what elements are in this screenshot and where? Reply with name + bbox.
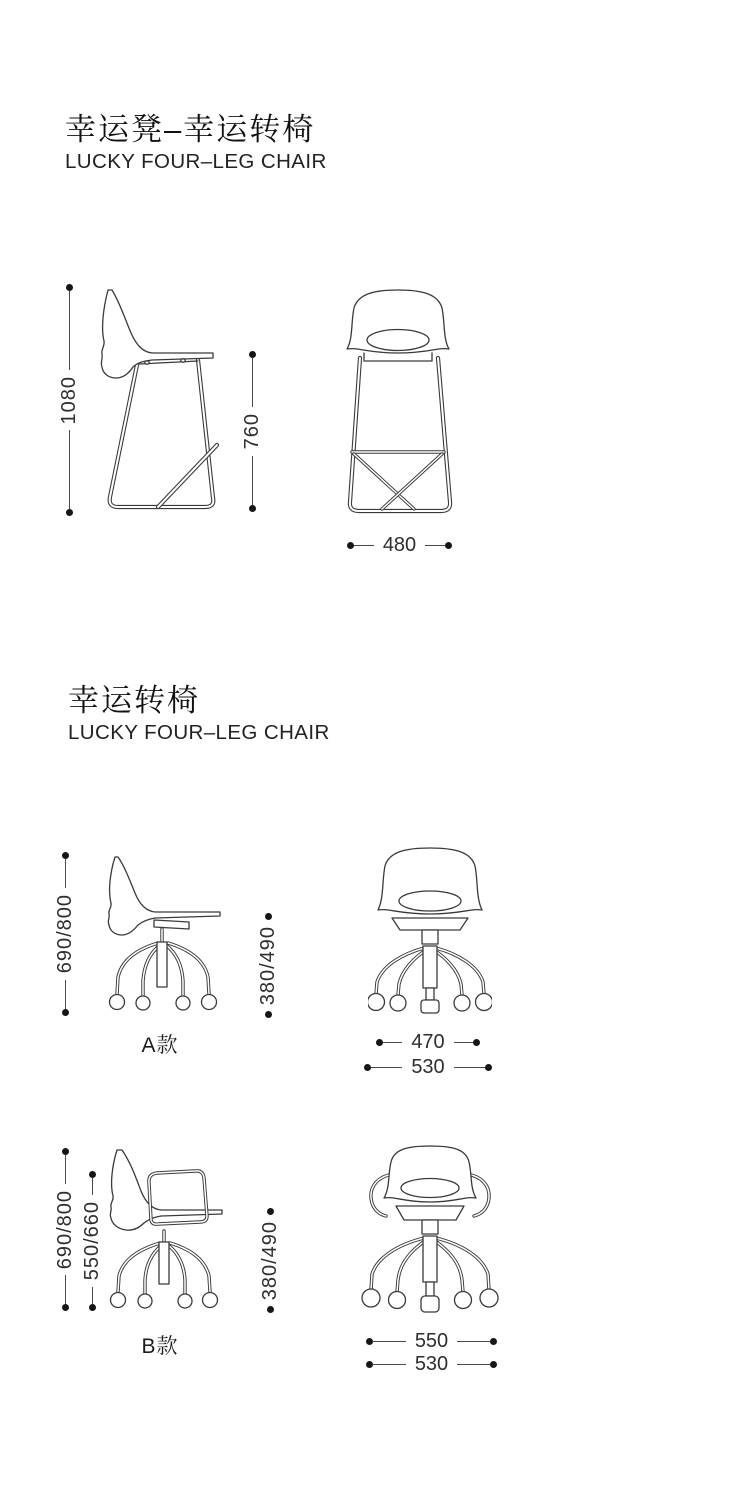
swivel-title-en: LUCKY FOUR–LEG CHAIR xyxy=(68,720,330,744)
caster-wheel xyxy=(110,995,125,1010)
dim-endpoint-dot xyxy=(89,1171,96,1178)
dim-line xyxy=(425,545,445,546)
dim-endpoint-dot xyxy=(62,1009,69,1016)
swivel-title-zh: 幸运转椅 xyxy=(68,683,200,718)
dim-value: 470 xyxy=(411,1031,445,1053)
dim-value: 690/800 xyxy=(54,1189,76,1270)
caster-wheel xyxy=(203,1293,218,1308)
dim-variant-b-overall-height xyxy=(53,1148,77,1311)
dim-endpoint-dot xyxy=(62,1148,69,1155)
dim-line xyxy=(454,1042,473,1043)
dim-value: 530 xyxy=(414,1353,449,1375)
dim-barstool-width xyxy=(347,534,452,556)
chair-b-side-view-drawing xyxy=(105,1143,255,1318)
caster-wheel xyxy=(202,995,217,1010)
dim-endpoint-dot xyxy=(366,1361,373,1368)
caster-wheel xyxy=(454,995,470,1011)
variant-a-label: A款 xyxy=(141,1034,179,1057)
sled-base xyxy=(350,358,450,511)
dim-line xyxy=(383,1042,402,1043)
dim-endpoint-dot xyxy=(473,1039,480,1046)
dim-endpoint-dot xyxy=(265,1011,272,1018)
chair-b-front-view-drawing xyxy=(350,1140,502,1326)
gas-lift-stem xyxy=(426,988,434,1000)
dim-line xyxy=(457,1364,490,1365)
dim-endpoint-dot xyxy=(366,1338,373,1345)
star-base xyxy=(111,1231,218,1308)
caster-wheel xyxy=(421,1296,439,1312)
seat-shell xyxy=(378,848,482,944)
caster-wheel xyxy=(390,995,406,1011)
dim-value: 550 xyxy=(414,1330,449,1352)
dim-endpoint-dot xyxy=(265,913,272,920)
caster-wheel xyxy=(476,994,493,1011)
caster-wheel xyxy=(178,1294,192,1308)
dim-variant-b-seat-width xyxy=(366,1330,497,1352)
dim-variant-b-armrest-height xyxy=(80,1171,104,1311)
dim-endpoint-dot xyxy=(490,1338,497,1345)
caster-wheel xyxy=(389,1292,406,1309)
dim-endpoint-dot xyxy=(66,284,73,291)
dim-value: 690/800 xyxy=(54,894,76,974)
dim-line xyxy=(92,1287,93,1304)
dim-value: 1080 xyxy=(58,375,80,425)
barstool-title-zh: 幸运凳–幸运转椅 xyxy=(65,112,316,147)
gas-lift-cylinder xyxy=(423,946,437,988)
swivel-title-block xyxy=(68,683,330,744)
barstool-side-view-drawing xyxy=(95,283,230,518)
dim-endpoint-dot xyxy=(249,505,256,512)
dim-endpoint-dot xyxy=(490,1361,497,1368)
dim-endpoint-dot xyxy=(62,852,69,859)
variant-b-label: B款 xyxy=(141,1335,179,1358)
gas-lift-cylinder xyxy=(159,1242,169,1284)
dim-endpoint-dot xyxy=(445,542,452,549)
dim-endpoint-dot xyxy=(485,1064,492,1071)
dim-line xyxy=(65,1275,66,1304)
dim-variant-a-seat-width xyxy=(376,1031,480,1053)
star-base xyxy=(362,1236,498,1312)
dim-endpoint-dot xyxy=(249,351,256,358)
dim-variant-b-base-width xyxy=(366,1353,497,1375)
dim-line xyxy=(371,1067,402,1068)
backrest-shell xyxy=(101,290,213,378)
barstool-title-en: LUCKY FOUR–LEG CHAIR xyxy=(65,149,327,173)
dim-line xyxy=(457,1341,490,1342)
dim-value: 380/490 xyxy=(259,1221,281,1301)
dim-variant-a-overall-height xyxy=(53,852,77,1016)
dim-line xyxy=(252,456,253,505)
caster-wheel xyxy=(136,996,150,1010)
barstool-front-view-drawing xyxy=(340,285,455,520)
dim-line xyxy=(454,1067,485,1068)
dim-barstool-overall-height xyxy=(57,284,81,516)
caster-wheel xyxy=(455,1292,472,1309)
dim-line xyxy=(69,430,70,509)
seat-shell xyxy=(384,1146,476,1234)
caster-wheel xyxy=(480,1289,498,1307)
gas-lift-cylinder xyxy=(157,942,167,987)
dim-line xyxy=(354,545,374,546)
dim-line xyxy=(65,859,66,888)
seat-bracket xyxy=(154,920,189,929)
dim-endpoint-dot xyxy=(376,1039,383,1046)
caster-wheel xyxy=(362,1289,380,1307)
dim-endpoint-dot xyxy=(347,542,354,549)
seat-post-neck xyxy=(422,930,438,944)
dim-endpoint-dot xyxy=(267,1306,274,1313)
dim-line xyxy=(92,1178,93,1195)
dim-endpoint-dot xyxy=(62,1304,69,1311)
dim-endpoint-dot xyxy=(89,1304,96,1311)
dim-barstool-seat-height xyxy=(240,351,264,512)
sled-base xyxy=(110,360,217,507)
dim-line xyxy=(373,1364,406,1365)
seat-pan xyxy=(392,918,468,930)
seat-shell xyxy=(347,290,449,361)
backrest-shell xyxy=(108,857,220,935)
caster-wheel xyxy=(368,994,385,1011)
dim-line xyxy=(65,980,66,1009)
dim-endpoint-dot xyxy=(267,1208,274,1215)
dim-line xyxy=(69,291,70,370)
barstool-title-block xyxy=(65,112,327,173)
chair-a-side-view-drawing xyxy=(100,849,245,1017)
gas-lift-cylinder xyxy=(423,1236,437,1282)
dim-endpoint-dot xyxy=(66,509,73,516)
dim-line xyxy=(65,1155,66,1184)
star-base xyxy=(110,929,217,1010)
dim-value: 480 xyxy=(382,534,417,556)
dim-variant-a-base-width xyxy=(364,1056,492,1078)
dim-value: 380/490 xyxy=(257,926,279,1006)
seat-post-neck xyxy=(422,1220,438,1234)
dim-value: 760 xyxy=(241,413,263,450)
chair-a-front-view-drawing xyxy=(368,844,492,1016)
dim-endpoint-dot xyxy=(364,1064,371,1071)
dim-value: 550/660 xyxy=(81,1201,103,1281)
dim-line xyxy=(373,1341,406,1342)
dim-line xyxy=(252,358,253,407)
caster-wheel xyxy=(111,1293,126,1308)
dim-variant-a-seat-height xyxy=(256,913,280,1016)
seat-pan xyxy=(396,1206,464,1220)
gas-lift-stem xyxy=(426,1282,434,1296)
star-base xyxy=(368,946,492,1013)
caster-wheel xyxy=(138,1294,152,1308)
caster-wheel xyxy=(176,996,190,1010)
dim-value: 530 xyxy=(411,1056,445,1078)
dim-variant-b-seat-height xyxy=(258,1208,282,1311)
caster-wheel xyxy=(421,1000,439,1013)
